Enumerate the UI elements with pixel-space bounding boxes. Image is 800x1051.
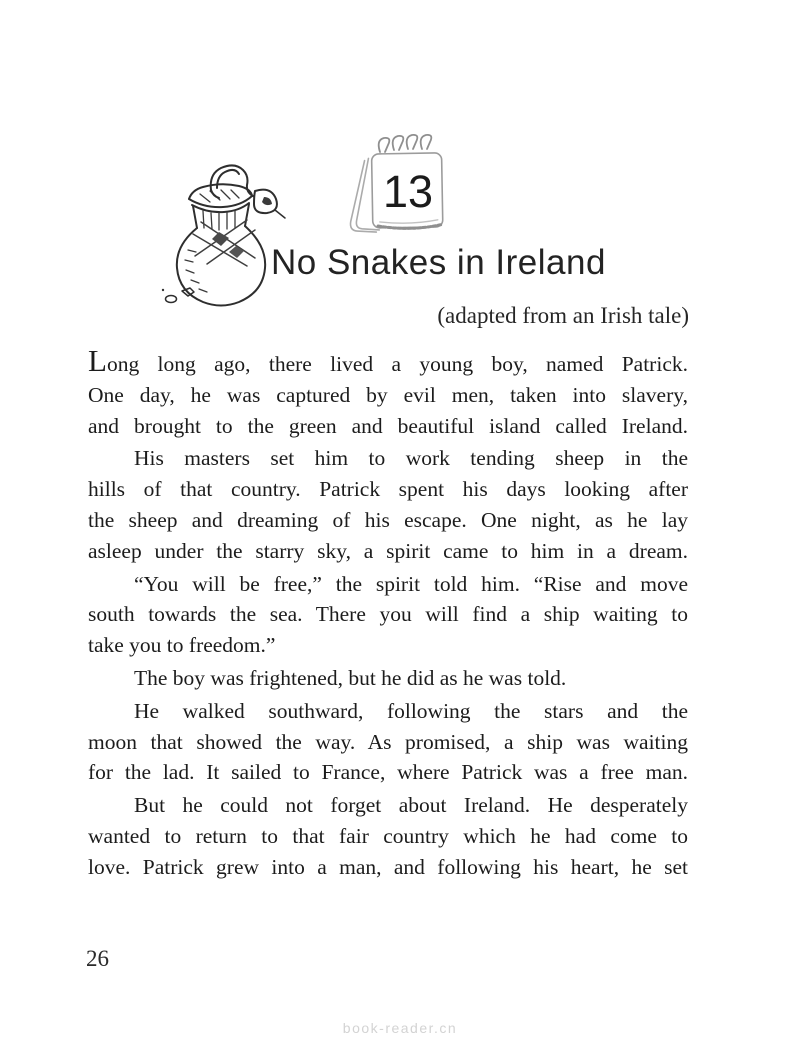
calendar-icon — [334, 127, 458, 243]
story-line: hills of that country. Patrick spent his days looking after — [88, 477, 688, 502]
story-line: and brought to the green and beautiful island called Ireland. — [88, 413, 688, 438]
story-line: His masters set him to work tending sheep in the — [134, 446, 688, 471]
chapter-subtitle: (adapted from an Irish tale) — [437, 303, 689, 328]
story-line: But he could not forget about Ireland. He desperately — [134, 793, 688, 818]
story-line: the sheep and dreaming of his escape. One night, as he lay — [88, 507, 688, 532]
page-number: 26 — [86, 946, 109, 971]
story-line: The boy was frightened, but he did as he was told. — [134, 665, 567, 690]
story-line: take you to freedom.” — [88, 633, 276, 658]
story-line: moon that showed the way. As promised, a ship was waiting — [88, 729, 688, 754]
story-line: wanted to return to that fair country which he had come to — [88, 823, 688, 848]
story-paragraph — [88, 790, 688, 882]
snake-in-jar-illustration — [158, 158, 294, 312]
story-line: love. Patrick grew into a man, and following his heart, he set — [88, 854, 688, 879]
chapter-number: 13 — [382, 166, 434, 217]
story-paragraph — [88, 443, 688, 566]
story-line: “You will be free,” the spirit told him. “Rise and move — [134, 571, 688, 596]
story-line: south towards the sea. There you will find a ship waiting to — [88, 602, 688, 627]
chapter-title: No Snakes in Ireland — [271, 243, 606, 282]
story-line: Long long ago, there lived a young boy, named Patrick. — [88, 343, 688, 378]
story-line: for the lad. It sailed to France, where Patrick was a free man. — [88, 760, 688, 785]
story-line: One day, he was captured by evil men, taken into slavery, — [88, 382, 688, 407]
story-paragraph — [88, 569, 688, 661]
story-body — [88, 345, 688, 883]
story-line: He walked southward, following the stars and the — [134, 698, 688, 723]
story-paragraph — [88, 696, 688, 788]
story-line: asleep under the starry sky, a spirit came to him in a dream. — [88, 538, 688, 563]
story-paragraph — [88, 663, 688, 694]
story-paragraph — [88, 345, 688, 441]
watermark-text: book-reader.cn — [342, 1020, 458, 1036]
